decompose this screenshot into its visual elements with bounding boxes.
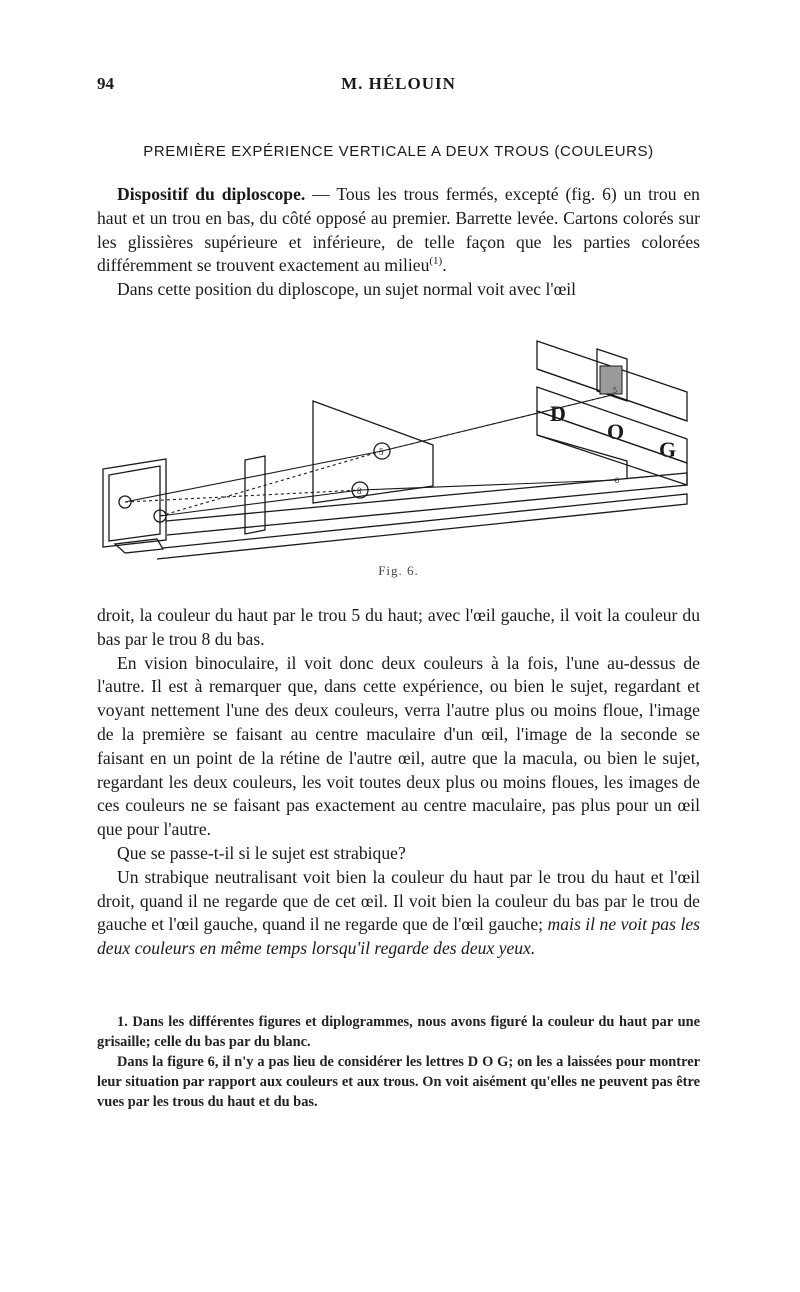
run-in-heading: Dispositif du diploscope. <box>117 184 306 204</box>
footnote-ref: (1) <box>429 255 443 268</box>
rail-top <box>166 473 687 535</box>
letter-o: O <box>607 419 625 444</box>
paragraph-question: Que se passe-t-il si le sujet est strabique? <box>117 842 406 863</box>
screen-hole-top-number: 5 <box>379 447 384 457</box>
diploscope-diagram <box>97 335 700 560</box>
eye-plate <box>103 459 166 547</box>
paragraph-position: Dans cette position du diploscope, un sujet normal voit avec l'œil <box>117 279 577 300</box>
strabique-italic: mais il ne voit pas les deux couleurs en même temps lorsqu'il regarde des deux yeux. <box>97 914 700 959</box>
paragraph-end: . <box>442 255 447 276</box>
paragraph-droit: droit, la couleur du haut par le trou 5 du haut; avec l'œil gauche, il voit la couleur du bas par le trou 8 du bas. <box>97 605 700 649</box>
page-number: 94 <box>97 74 114 93</box>
footnote-1: 1. Dans les différentes figures et diplogrammes, nous avons figuré la couleur du haut par une grisaille; celle du bas par du blanc. <box>97 1014 700 1050</box>
figure-diploscope <box>97 335 700 560</box>
strabique-text: Un strabique neutralisant voit bien la couleur du haut par le trou du haut et l'œil droit, quand il ne regarde que de cet œil. Il voit bien la couleur du bas par le trou de gauche et l'œil gauche, quand il ne regarde que de l'œil gauche; <box>97 866 700 935</box>
section-title: PREMIÈRE EXPÉRIENCE VERTICALE A DEUX TROUS (COULEURS) <box>143 143 654 160</box>
grisaille-patch <box>600 366 622 394</box>
sight-line-d <box>160 451 382 516</box>
rail-bottom <box>157 494 687 559</box>
eye-plate-edge <box>109 466 160 541</box>
main-text <box>97 604 700 961</box>
intro-text <box>97 183 700 302</box>
hole-bottom-number: 8 <box>615 476 619 485</box>
paragraph-strabique <box>97 866 700 961</box>
running-head: M. HÉLOUIN <box>341 74 456 93</box>
footnotes <box>97 1012 700 1112</box>
hole-top-number: 5 <box>613 386 617 395</box>
screen-hole-bottom-number: 8 <box>357 486 362 496</box>
paragraph-binoculaire: En vision binoculaire, il voit donc deux couleurs à la fois, l'une au-dessus de l'autre. Il est à remarquer que, dans cette expérience, ou bien le sujet, regardant et voyant nettement l'une des deux couleurs, verra l'autre plus ou moins floue, l'image de la première se faisant au centre maculaire d'un œil, l'image de la seconde se faisant en un point de la rétine de l'autre œil, autre que la macula, ou bien le sujet, regardant les deux couleurs, les voit toutes deux plus ou moins floues, les images de ces couleurs ne se faisant pas exactement au centre maculaire, pas plus pour un œil que pour l'autre. <box>97 652 700 840</box>
figure-caption: Fig. 6. <box>378 563 419 578</box>
letter-d: D <box>550 401 566 426</box>
paragraph-text: — Tous les trous fermés, excepté (fig. 6) un trou en haut et un trou en bas, du côté opposé au premier. Barrette levée. Cartons colorés sur les glissières supérieure et inférieure, de telle façon que les parties colorées différemment se trouvent exactement au milieu <box>97 184 700 276</box>
barrette <box>245 456 265 534</box>
footnote-2: Dans la figure 6, il n'y a pas lieu de considérer les lettres D O G; on les a laissées pour montrer leur situation par rapport aux couleurs et aux trous. On voit aisément qu'elles ne peuvent pas être vues par les trous du haut et du bas. <box>97 1054 700 1110</box>
page-header <box>97 74 700 98</box>
paragraph-dispositif <box>97 183 700 278</box>
letter-g: G <box>659 437 677 462</box>
